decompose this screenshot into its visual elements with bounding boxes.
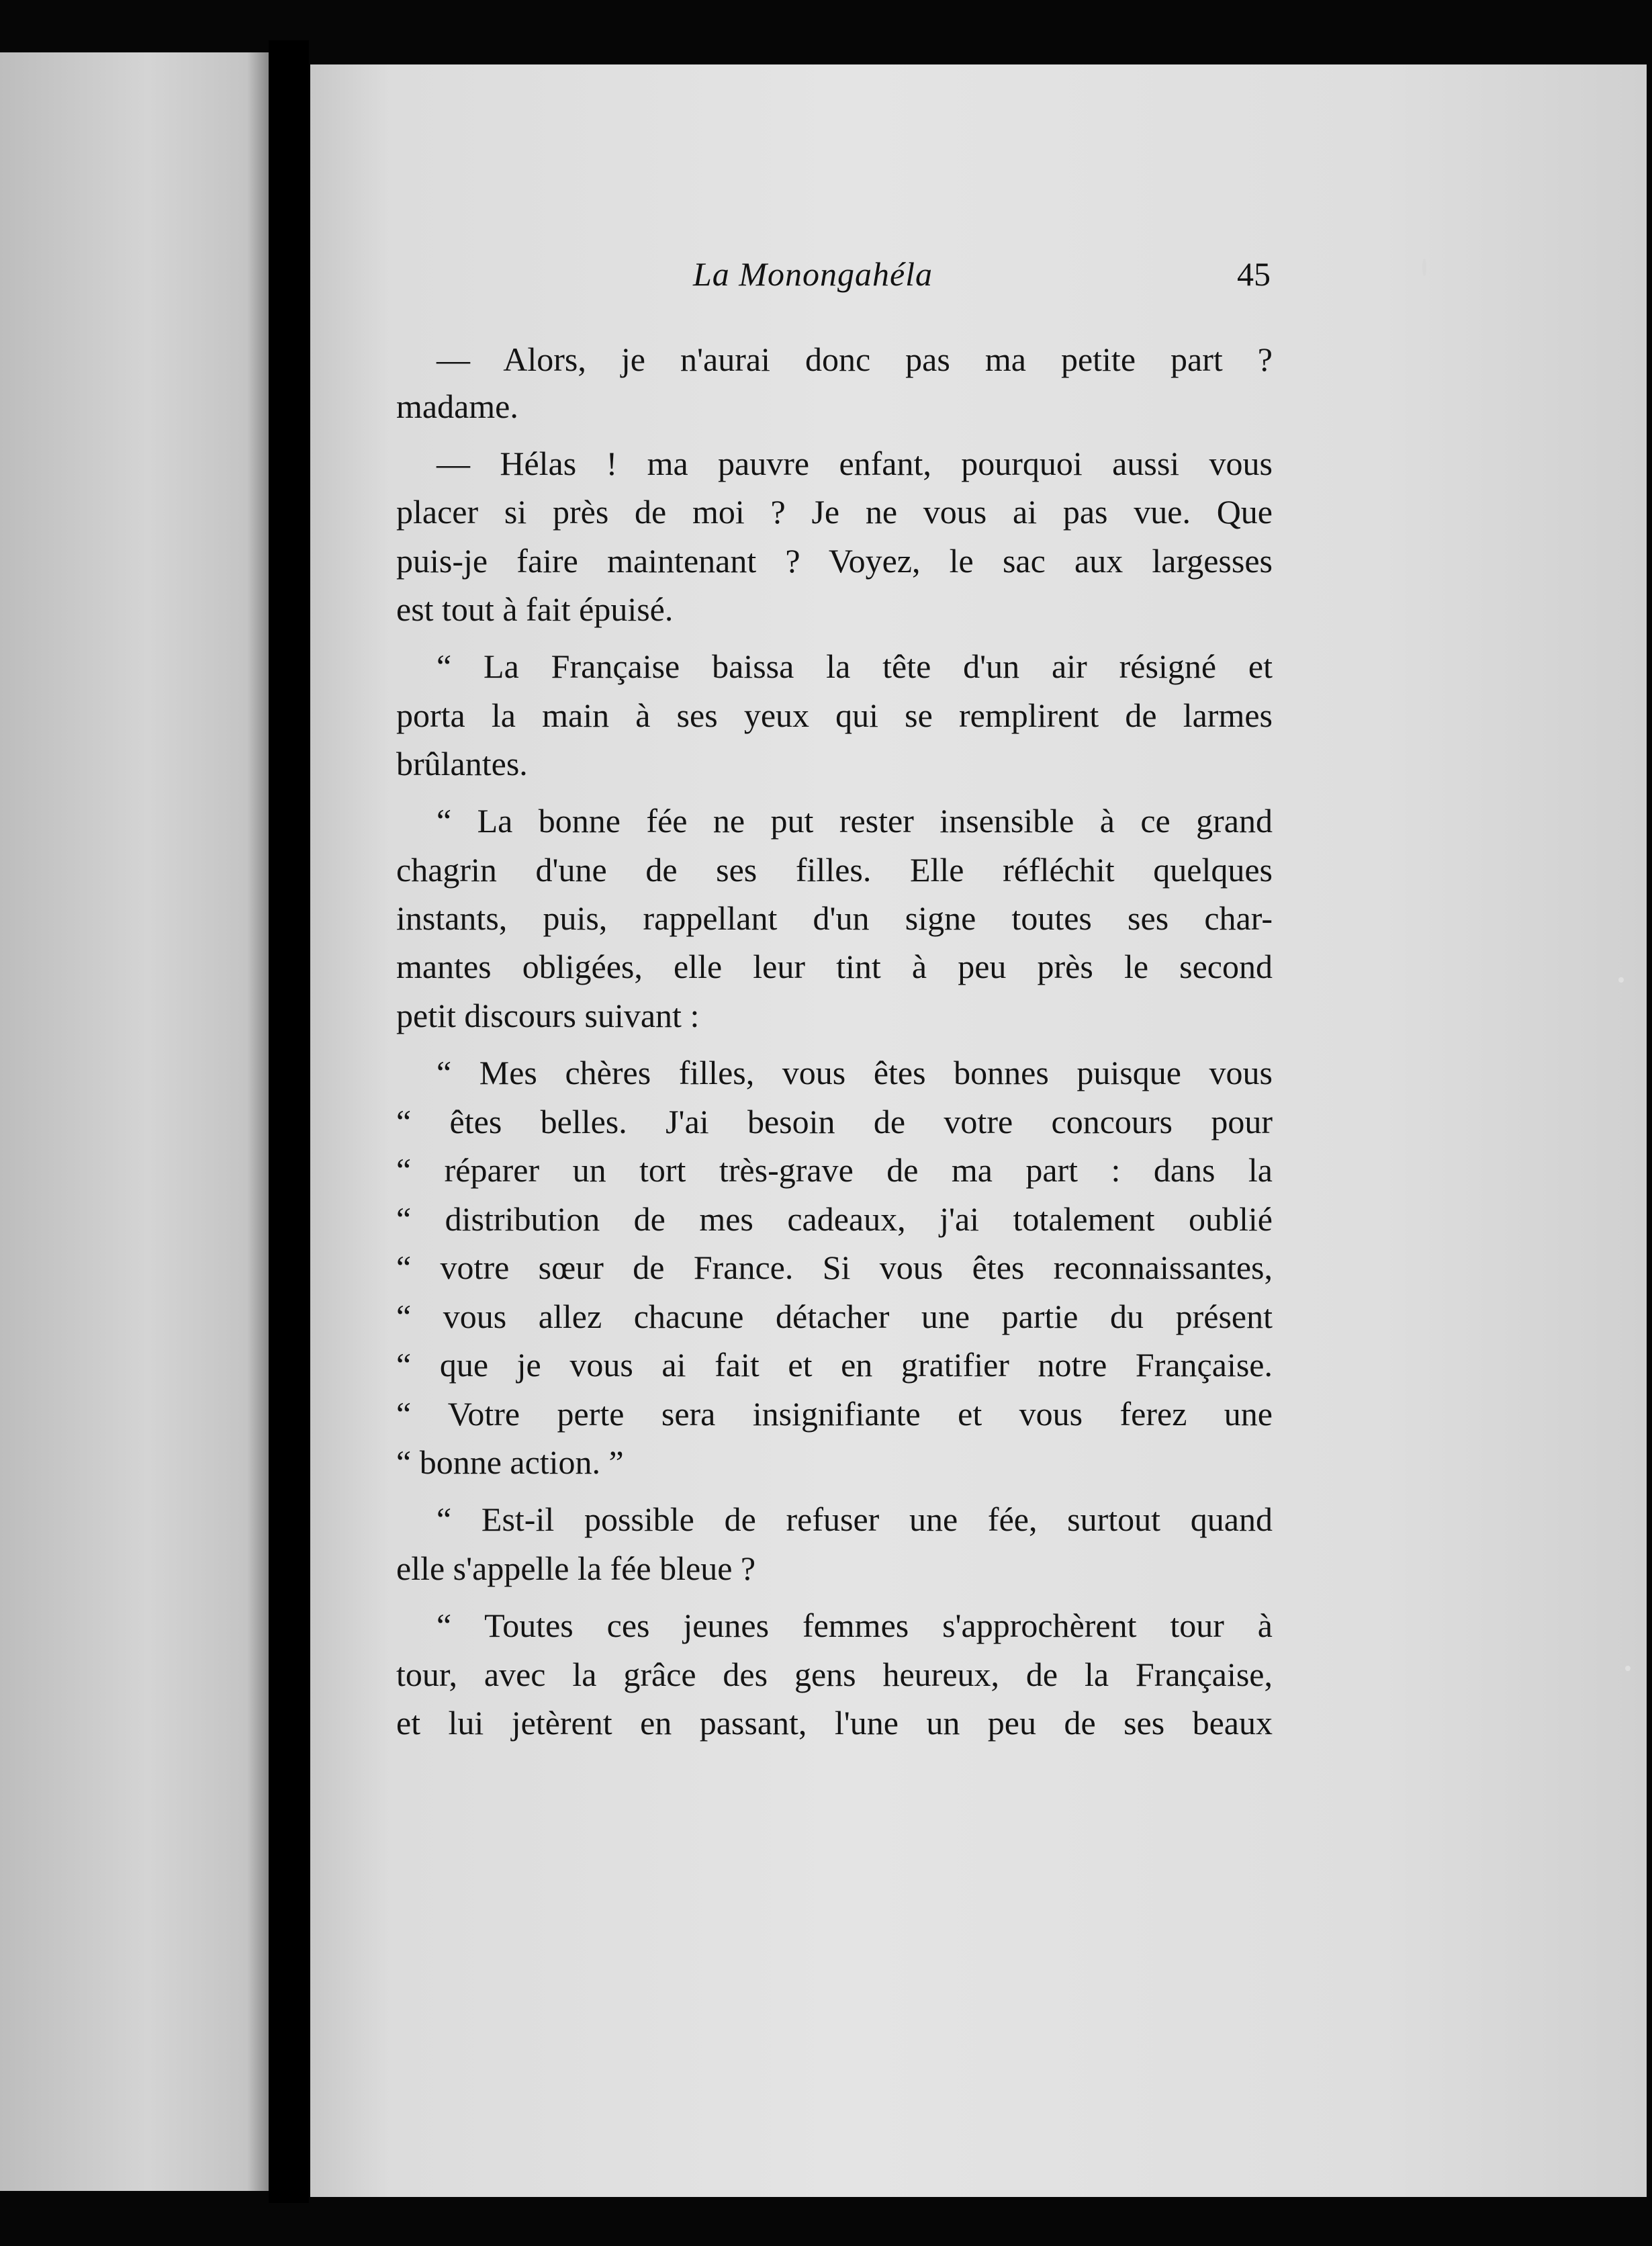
- text-line: “ êtes belles. J'ai besoin de votre concours pour: [396, 1103, 1273, 1140]
- text-line: madame.: [396, 388, 518, 425]
- text-line: chagrin d'une de ses filles. Elle réfléchit quelques: [396, 851, 1273, 889]
- text-line: “ bonne action. ”: [396, 1443, 624, 1481]
- text-line: — Hélas ! ma pauvre enfant, pourquoi aussi vous: [437, 445, 1273, 482]
- right-page: [310, 64, 1647, 2197]
- text-line: porta la main à ses yeux qui se remplirent de larmes: [396, 697, 1273, 734]
- text-line: “ que je vous ai fait et en gratifier notre Française.: [396, 1346, 1273, 1384]
- left-page: [0, 52, 269, 2191]
- text-line: “ Mes chères filles, vous êtes bonnes puisque vous: [437, 1054, 1273, 1091]
- text-line: et lui jetèrent en passant, l'une un peu de ses beaux: [396, 1704, 1273, 1742]
- text-line: “ Votre perte sera insignifiante et vous ferez une: [396, 1395, 1273, 1433]
- page-number: 45: [1237, 255, 1271, 293]
- running-header-title: La Monongahéla: [693, 255, 933, 293]
- text-line: “ réparer un tort très-grave de ma part : dans la: [396, 1151, 1273, 1189]
- scan-speck: [1422, 259, 1426, 276]
- text-line: “ votre sœur de France. Si vous êtes reconnaissantes,: [396, 1249, 1273, 1286]
- text-line: “ Toutes ces jeunes femmes s'approchèrent tour à: [437, 1607, 1273, 1644]
- scan-speck: [1625, 1666, 1631, 1671]
- text-line: “ distribution de mes cadeaux, j'ai totalement oublié: [396, 1200, 1273, 1238]
- text-line: puis-je faire maintenant ? Voyez, le sac aux largesses: [396, 542, 1273, 580]
- scan-speck: [1618, 977, 1624, 983]
- text-line: “ La bonne fée ne put rester insensible à ce grand: [437, 802, 1273, 840]
- text-line: instants, puis, rappellant d'un signe toutes ses char-: [396, 899, 1273, 937]
- text-line: mantes obligées, elle leur tint à peu près le second: [396, 948, 1273, 985]
- text-line: “ La Française baissa la tête d'un air résigné et: [437, 647, 1273, 685]
- text-line: placer si près de moi ? Je ne vous ai pas vue. Que: [396, 493, 1273, 531]
- text-line: elle s'appelle la fée bleue ?: [396, 1549, 756, 1587]
- text-line: est tout à fait épuisé.: [396, 590, 674, 628]
- book-gutter: [269, 40, 309, 2203]
- text-line: — Alors, je n'aurai donc pas ma petite part ?: [437, 341, 1273, 378]
- text-line: “ Est-il possible de refuser une fée, surtout quand: [437, 1500, 1273, 1538]
- text-line: brûlantes.: [396, 745, 528, 782]
- text-line: tour, avec la grâce des gens heureux, de la Française,: [396, 1656, 1273, 1693]
- text-line: “ vous allez chacune détacher une partie du présent: [396, 1298, 1273, 1335]
- text-line: petit discours suivant :: [396, 997, 700, 1034]
